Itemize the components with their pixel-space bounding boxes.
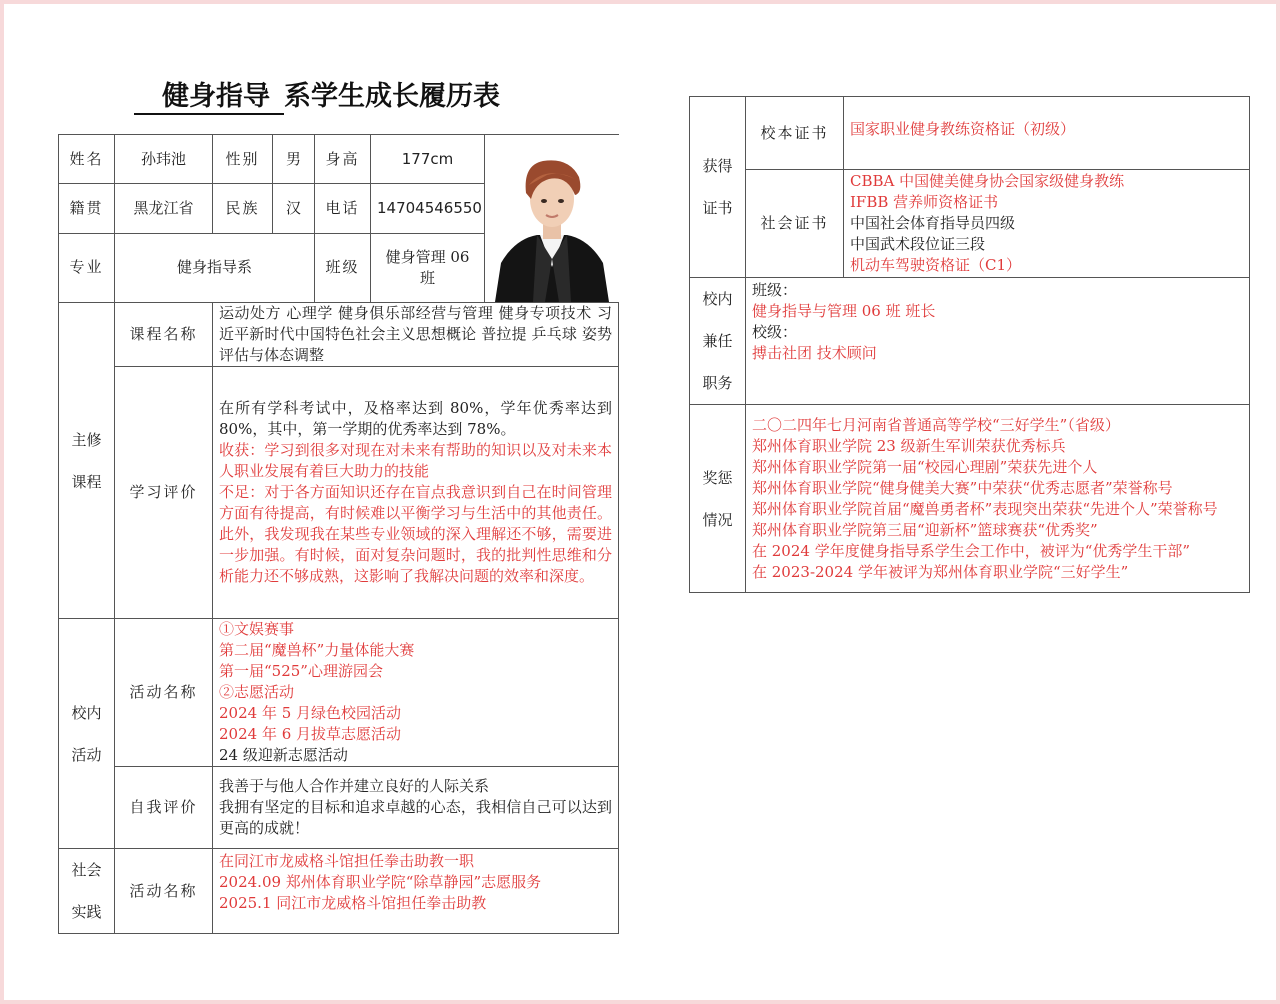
ethnic-label: 民族	[213, 184, 273, 233]
phone-label: 电话	[315, 184, 371, 233]
list-item: 2024.09 郑州体育职业学院“除草静园”志愿服务	[219, 873, 542, 891]
list-item: 2024 年 5 月绿色校园活动	[219, 704, 402, 722]
school-duty-label: 校级：	[752, 323, 798, 341]
list-item: 郑州体育职业学院第三届“迎新杯”篮球赛获“优秀奖”	[752, 520, 1098, 539]
resume-page	[4, 4, 1276, 1000]
list-item: 在 2023-2024 学年被评为郑州体育职业学院“三好学生”	[752, 562, 1129, 581]
certs-section-label: 获得 证书	[690, 97, 746, 278]
list-item: 2025.1 同江市龙威格斗馆担任拳击助教	[219, 894, 487, 912]
duties-content	[746, 278, 1250, 405]
campus-activity-list	[213, 619, 619, 767]
self-eval-line: 我善于与他人合作并建立良好的人际关系	[219, 777, 490, 795]
ethnic-value: 汉	[273, 184, 315, 233]
list-item: 第一届“525”心理游园会	[219, 662, 383, 680]
school-duty-value: 搏击社团 技术顾问	[752, 344, 877, 362]
awards-section-label: 奖惩 情况	[690, 405, 746, 593]
list-item: 2024 年 6 月拔草志愿活动	[219, 725, 402, 743]
list-item: ①文娱赛事	[219, 620, 295, 638]
list-item: 二〇二四年七月河南省普通高等学校“三好学生”（省级）	[752, 415, 1120, 434]
study-eval-content	[213, 367, 619, 619]
resume-side-table	[689, 96, 1250, 593]
course-names: 运动处方 心理学 健身俱乐部经营与管理 健身专项技术 习近平新时代中国特色社会主义思想概论 普拉提 乒乓球 姿势评估与体态调整	[213, 303, 619, 367]
list-item: 第二届“魔兽杯”力量体能大赛	[219, 641, 415, 659]
list-item: 中国社会体育指导员四级	[850, 214, 1016, 232]
list-item: 中国武术段位证三段	[850, 235, 986, 253]
awards-list	[746, 405, 1250, 593]
page-title	[134, 74, 500, 110]
resume-main-table	[58, 134, 619, 934]
list-item: 机动车驾驶资格证（C1）	[850, 256, 1022, 274]
practice-activity-label: 活动名称	[115, 849, 213, 934]
self-eval-content	[213, 767, 619, 849]
school-cert-list	[844, 97, 1250, 170]
list-item: 郑州体育职业学院“健身健美大赛”中荣获“优秀志愿者”荣誉称号	[752, 478, 1173, 497]
course-name-label: 课程名称	[115, 303, 213, 367]
list-item: 郑州体育职业学院第一届“校园心理剧”荣获先进个人	[752, 457, 1098, 476]
campus-activity-label: 活动名称	[115, 619, 213, 767]
list-item: IFBB 营养师资格证书	[850, 193, 999, 211]
origin-label: 籍贯	[59, 184, 115, 233]
list-item: CBBA 中国健美健身协会国家级健身教练	[850, 172, 1125, 190]
height-label: 身高	[315, 135, 371, 184]
class-duty-value: 健身指导与管理 06 班 班长	[752, 302, 936, 320]
student-portrait-photo-icon	[485, 135, 619, 302]
class-value: 健身管理 06 班	[371, 233, 485, 302]
portrait-photo	[485, 135, 619, 303]
practice-activity-list	[213, 849, 619, 934]
courses-section-label: 主修 课程	[59, 303, 115, 619]
name-label: 姓名	[59, 135, 115, 184]
list-item: 郑州体育职业学院首届“魔兽勇者杯”表现突出荣获“先进个人”荣誉称号	[752, 499, 1218, 518]
self-eval-label: 自我评价	[115, 767, 213, 849]
class-duty-label: 班级：	[752, 281, 798, 299]
list-item: 24 级迎新志愿活动	[219, 746, 348, 764]
list-item: 国家职业健身教练资格证（初级）	[850, 120, 1076, 138]
study-gain-text: 收获：学习到很多对现在对未来有帮助的知识以及对未来本人职业发展有着巨大助力的技能	[219, 441, 612, 480]
major-label: 专业	[59, 233, 115, 302]
gender-label: 性别	[213, 135, 273, 184]
list-item: 在同江市龙威格斗馆担任拳击助教一职	[219, 852, 475, 870]
study-eval-text: 在所有学科考试中，及格率达到 80%，学年优秀率达到 80%，其中，第一学期的优秀率达到 78%。	[219, 399, 612, 438]
phone-value: 14704546550	[371, 184, 485, 233]
practice-section-label: 社会 实践	[59, 849, 115, 934]
title-department: 健身指导	[134, 74, 284, 115]
campus-section-label: 校内 活动	[59, 619, 115, 849]
gender-value: 男	[273, 135, 315, 184]
name-value: 孙玮池	[115, 135, 213, 184]
list-item: ②志愿活动	[219, 683, 295, 701]
class-label: 班级	[315, 233, 371, 302]
list-item: 郑州体育职业学院 23 级新生军训荣获优秀标兵	[752, 436, 1066, 455]
list-item: 在 2024 学年度健身指导系学生会工作中，被评为“优秀学生干部”	[752, 541, 1191, 560]
school-cert-label: 校本证书	[746, 97, 844, 170]
social-cert-list	[844, 170, 1250, 278]
study-eval-label: 学习评价	[115, 367, 213, 619]
origin-value: 黑龙江省	[115, 184, 213, 233]
major-value: 健身指导系	[115, 233, 315, 302]
self-eval-line: 我拥有坚定的目标和追求卓越的心态，我相信自己可以达到更高的成就！	[219, 798, 612, 837]
social-cert-label: 社会证书	[746, 170, 844, 278]
duties-section-label: 校内 兼任 职务	[690, 278, 746, 405]
title-text: 系学生成长履历表	[284, 81, 500, 112]
height-value: 177cm	[371, 135, 485, 184]
study-weak-text: 不足：对于各方面知识还存在盲点我意识到自己在时间管理方面有待提高，有时候难以平衡学习与生活中的其他责任。此外，我发现我在某些专业领域的深入理解还不够，需要进一步加强。有时候，面对复杂问题时，我的批判性思维和分析能力还不够成熟，这影响了我解决问题的效率和深度。	[219, 483, 612, 585]
